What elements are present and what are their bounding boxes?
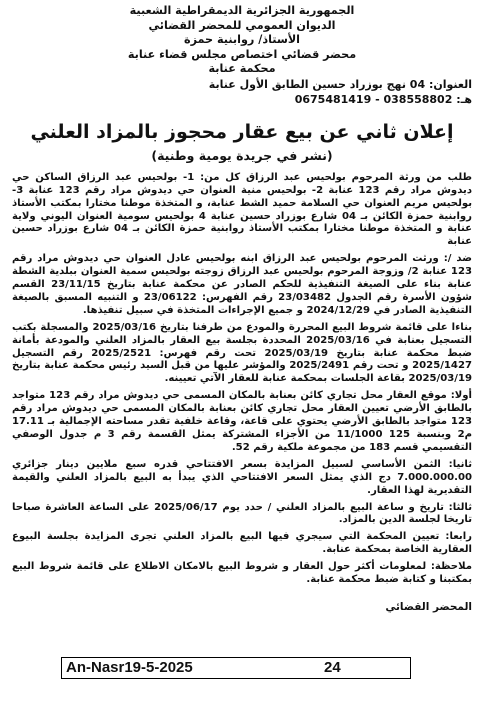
notice-header (12, 4, 472, 77)
paragraph-conditions: بناءا على قائمة شروط البيع المحررة والمودع من طرفنا بتاريخ 2025/03/16 والمسجلة بكتب التسجيل بعنابة في 2025/03/16 المحددة بجلسة بيع العقار بالمزاد العلني والمودعة بأمانة ضبط محكمة عنابة بتاريخ 2025/03/19 تحت رقم فهرس: 2025/2521 رقم التسجيل 2025/1427 و تحت رقم 2025/2491 والمؤشر عليها من قبل السيد رئيس محكمة عنابة بتاريخ 2025/03/19 بقاعة الجلسات بمحكمة عنابة للعقار الآتي تعيينه. (12, 321, 473, 385)
paragraph-defendants: ضد /: ورثت المرحوم بولحيس عبد الرزاق ابنه بولحيس عادل العنوان حي ديدوش مراد رقم 123 عنابة 2/ وزوجة المرحوم بولحيس عبد الرزاق زوجته بولحيس سمية العنوان ببلدية الشطة عنابة بناء على الصيغة التنفيذية للحكم الصادر عن محكمة عنابة بتاريخ 23/11/15 القسم شؤون الأسرة رقم الجدول 23/03482 رقم الفهرس: 23/06122 و التنبيه المسبق بالصيغة التنفيذية الصادر في 2024/12/29 و جميع الإجراءات المتخذة في سبيل تنفيذها. (12, 253, 473, 316)
office-address: العنوان: 04 نهج بوزراد حسين الطابق الأول عنابة (208, 77, 472, 91)
jurisdiction: محضر قضائي اختصاص مجلس قضاء عنابة (127, 47, 357, 61)
paragraph-date: ثالثا: تاريخ و ساعة البيع بالمزاد العلني / حدد يوم 2025/06/17 على الساعة العاشرة صباحا تاريخا لجلسة الدين بالمزاد. (12, 501, 473, 526)
paragraph-price: ثانيا: الثمن الأساسي لسبيل المزايدة بسعر الافتتاحي قدره سبع ملايين دينار جزائري 7.000.000.00 دج الذي يمثل السعر الافتتاحي الذي يبدأ به البيع بالمزاد العلني والقيمة التقديرية لهذا العقار. (12, 458, 472, 496)
paragraph-claimants: طلب من ورثة المرحوم بولحيس عبد الرزاق كل من: 1- بولحيس عبد الرزاق الساكن حي ديدوش مراد رقم 123 عنابة 2- بولحيس منية العنوان حي ديدوش مراد رقم 123 عنابة 3- بولحيس مريم العنوان حي السلامة حميد الشط عنابة، و المتخذة موطنا مختارا بمكتب الأستاذ روابنية حمزة الكائن بـ 04 شارع بوزراد حسين عنابة 4 بولحيس سومية العنوان اليوني ولاية عنابة و المتخذة موطنا مختارا بمكتب الأستاذ روابنية حمزة الكائن بـ 04 شارع بوزراد حسين عنابة (12, 171, 472, 248)
paragraph-court: رابعا: تعيين المحكمة التي سيجري فيها البيع بالمزاد العلني تجرى المزايدة بجلسة البيوع العقارية الخاصة بمحكمة عنابة. (12, 531, 472, 556)
paragraph-note: ملاحظة: لمعلومات أكثر حول العقار و شروط البيع بالامكان الاطلاع على قائمة شروط البيع بمكتبنا و كتابة ضبط محكمة عنابة. (12, 561, 472, 586)
court-name: محكمة عنابة (208, 62, 276, 76)
office-title: الديوان العمومي للمحضر القضائي (148, 18, 336, 32)
office-phone: هـ: 038558802 - 0675481419 (294, 93, 472, 107)
publication-label: An-Nasr19-5-2025 (66, 659, 193, 676)
publication-footer (61, 657, 411, 679)
notice-subtitle: (نشر في جريدة يومية وطنية) (151, 147, 333, 163)
paragraph-property: أولا: موقع العقار محل تجاري كائن بعنابة بالمكان المسمى حي ديدوش مراد رقم 123 متواجد بالطابق الأرضي تعيين العقار محل تجاري كائن بعنابة بالمكان المسمى حي ديدوش مراد رقم 123 متواجد بالطابق الأرضي يحتوي على قاعة، وقاعة خلفية تقدر مساحته الإجمالية بـ 17.11 م2 وبنسبة 125 11/1000 من الأجزاء المشتركة يمثل القسمة رقم 3 م جدول الوصفي التقسيمي قسم 183 من مجموعة ملكية رقم 52. (12, 390, 473, 453)
republic-title: الجمهورية الجزائرية الديمقراطية الشعبية (129, 4, 355, 17)
notice-title: إعلان ثاني عن بيع عقار محجوز بالمزاد العلني (30, 120, 454, 143)
bailiff-name: الأستاذ/ روابنية حمزة (183, 33, 301, 47)
page-number: 24 (324, 659, 341, 676)
signature: المحضر القضائي (385, 600, 472, 613)
notice-body (12, 172, 472, 587)
